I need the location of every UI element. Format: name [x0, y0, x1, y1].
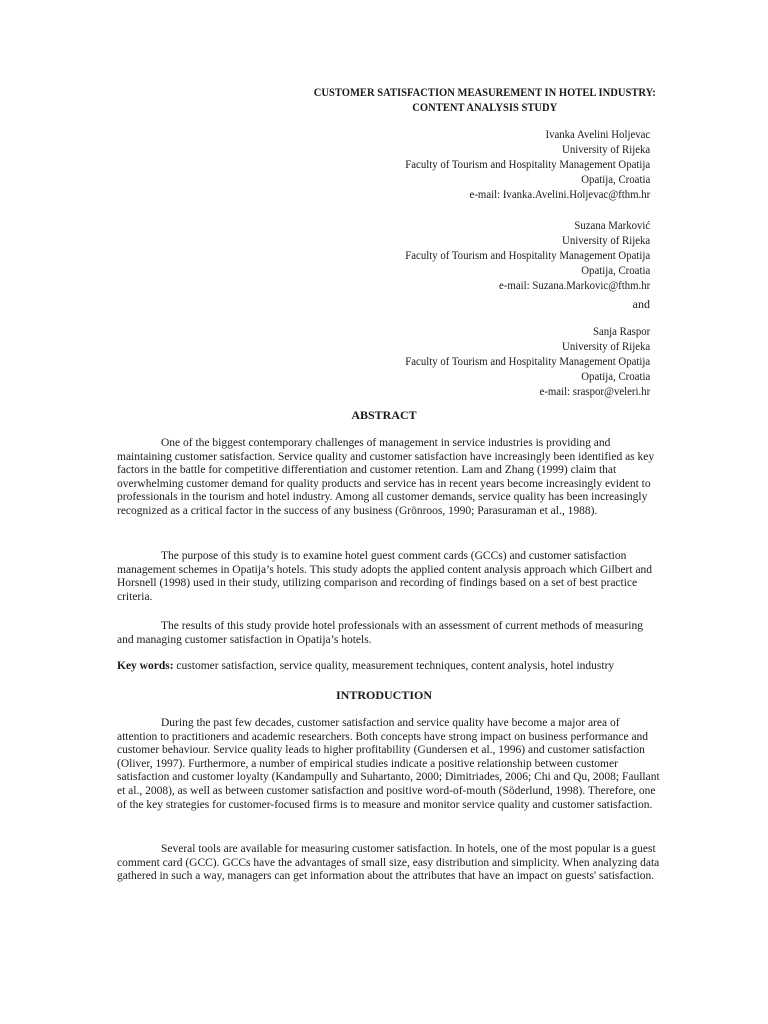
and-separator: and [632, 297, 650, 311]
paragraph-text: Several tools are available for measuring customer satisfaction. In hotels, one of the most popular is a guest comment card (GCC). GCCs have the advantages of small size, easy distribution and simplicity. When analyzing data gathered in such a way, managers can get information about the attributes that have an impact on guests' satisfaction. [117, 843, 660, 883]
keywords-label: Key words: [117, 660, 174, 672]
author-faculty: Faculty of Tourism and Hospitality Management Opatija [404, 248, 650, 262]
introduction-heading: INTRODUCTION [335, 688, 432, 702]
paragraph-text: The results of this study provide hotel professionals with an assessment of current methods of measuring and managing customer satisfaction in Opatija’s hotels. [117, 620, 643, 646]
title-line-1: CUSTOMER SATISFACTION MEASUREMENT IN HOTEL INDUSTRY: [313, 85, 656, 99]
author-email: e-mail: Suzana.Markovic@fthm.hr [498, 278, 650, 292]
author-name: Sanja Raspor [592, 324, 650, 338]
author-email: e-mail: Ivanka.Avelini.Holjevac@fthm.hr [469, 187, 650, 201]
author-university: University of Rijeka [561, 339, 650, 353]
author-block-1 [378, 127, 650, 202]
paragraph-text: The purpose of this study is to examine hotel guest comment cards (GCCs) and customer satisfaction management schemes in Opatija’s hotels. This study adopts the applied content analysis approach which Gilbert and Horsnell (1998) used in their study, utilizing comparison and recording of findings based on a set of best practice criteria. [117, 550, 653, 603]
paper-title [285, 85, 685, 115]
author-block-2 [378, 218, 650, 293]
introduction-paragraph-1 [117, 717, 662, 812]
author-faculty: Faculty of Tourism and Hospitality Management Opatija [404, 354, 650, 368]
abstract-paragraph-1 [117, 437, 662, 519]
title-line-2: CONTENT ANALYSIS STUDY [412, 100, 558, 114]
author-block-3 [378, 324, 650, 399]
author-university: University of Rijeka [561, 142, 650, 156]
abstract-paragraph-2 [117, 550, 662, 604]
author-location: Opatija, Croatia [581, 263, 650, 277]
introduction-paragraph-2 [117, 843, 662, 884]
abstract-paragraph-3 [117, 620, 662, 647]
author-location: Opatija, Croatia [581, 172, 650, 186]
author-university: University of Rijeka [561, 233, 650, 247]
author-location: Opatija, Croatia [581, 369, 650, 383]
author-email: e-mail: sraspor@veleri.hr [539, 384, 650, 398]
keywords-line [117, 659, 677, 673]
keywords-text: customer satisfaction, service quality, measurement techniques, content analysis, hotel industry [173, 660, 615, 672]
abstract-heading: ABSTRACT [351, 408, 417, 422]
author-name: Suzana Marković [574, 218, 650, 232]
paragraph-text: During the past few decades, customer satisfaction and service quality have become a major area of attention to practitioners and academic researchers. Both concepts have strong impact on business performance and customer behaviour. Service quality leads to higher profitability (Gundersen et al., 1996) and customer satisfaction (Oliver, 1997). Furthermore, a number of empirical studies indicate a positive relationship between customer satisfaction and customer loyalty (Kandampully and Suhartanto, 2000; Dimitriades, 2006; Chi and Qu, 2008; Faullant et al., 2008), as well as between customer satisfaction and positive word-of-mouth (Söderlund, 1998). Therefore, one of the key strategies for customer-focused firms is to measure and monitor service quality and customer satisfaction. [117, 717, 660, 811]
author-name: Ivanka Avelini Holjevac [545, 127, 650, 141]
author-faculty: Faculty of Tourism and Hospitality Management Opatija [404, 157, 650, 171]
paragraph-text: One of the biggest contemporary challenges of management in service industries is providing and maintaining customer satisfaction. Service quality and customer satisfaction have increasingly been identified as key factors in the battle for competitive differentiation and customer retention. Lam and Zhang (1999) claim that overwhelming customer demand for quality products and service has in recent years become increasingly evident to professionals in the tourism and hotel industry. Among all customer demands, service quality has been increasingly recognized as a critical factor in the success of any business (Grönroos, 1990; Parasuraman et al., 1988). [117, 437, 655, 517]
